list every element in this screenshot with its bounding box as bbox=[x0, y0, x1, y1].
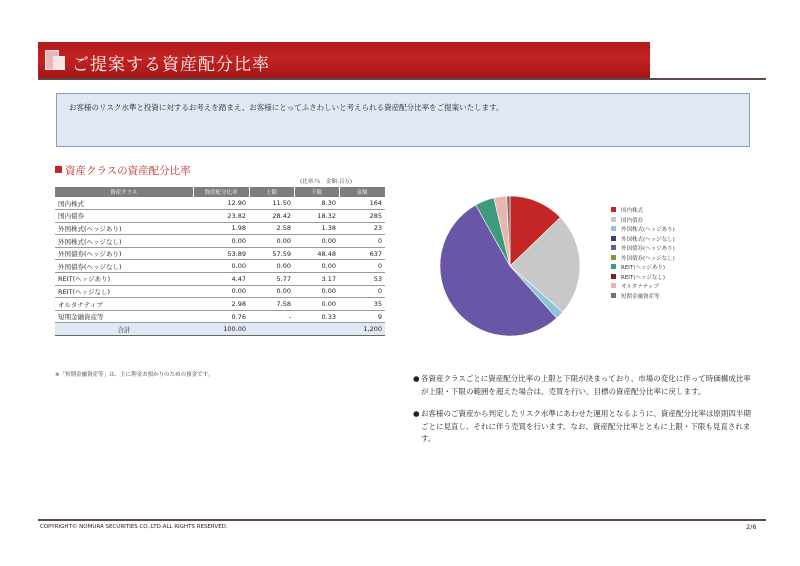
legend-item bbox=[611, 293, 675, 303]
table-row bbox=[55, 235, 385, 248]
table-header-cell: 資産配分比率 bbox=[193, 187, 249, 197]
ratio-cell: 53.89 bbox=[193, 247, 249, 260]
legend-item bbox=[611, 245, 675, 255]
table-row bbox=[55, 247, 385, 260]
lower-limit-cell: 1.38 bbox=[294, 222, 339, 235]
table-header-cell: 上限 bbox=[249, 187, 294, 197]
upper-limit-cell: 0.00 bbox=[249, 260, 294, 273]
ratio-cell: 23.82 bbox=[193, 210, 249, 223]
amount-cell: 35 bbox=[339, 298, 385, 311]
legend-item bbox=[611, 217, 675, 227]
lower-limit-cell: 0.00 bbox=[294, 260, 339, 273]
upper-limit-cell: 0.00 bbox=[249, 235, 294, 248]
amount-cell: 285 bbox=[339, 210, 385, 223]
amount-cell: 53 bbox=[339, 273, 385, 286]
legend-swatch bbox=[611, 236, 616, 241]
table-row bbox=[55, 260, 385, 273]
legend-swatch bbox=[611, 264, 616, 269]
asset-class-cell: 外国株式(ヘッジなし) bbox=[55, 235, 193, 248]
amount-cell: 23 bbox=[339, 222, 385, 235]
legend-item bbox=[611, 274, 675, 284]
upper-limit-cell: 57.59 bbox=[249, 247, 294, 260]
title-divider bbox=[38, 78, 766, 80]
empty-cell bbox=[249, 323, 294, 336]
title-marker-inner-icon bbox=[53, 56, 65, 70]
amount-cell: 9 bbox=[339, 310, 385, 323]
ratio-cell: 0.76 bbox=[193, 310, 249, 323]
total-label-cell: 合計 bbox=[55, 323, 193, 336]
legend-label: 短期金融資産等 bbox=[621, 293, 660, 300]
legend-swatch bbox=[611, 274, 616, 279]
upper-limit-cell: 5.77 bbox=[249, 273, 294, 286]
bullet-dot-icon: ● bbox=[413, 374, 420, 383]
total-ratio-cell: 100.00 bbox=[193, 323, 249, 336]
amount-cell: 164 bbox=[339, 197, 385, 210]
table-header-cell: 下限 bbox=[294, 187, 339, 197]
table-row bbox=[55, 210, 385, 223]
upper-limit-cell: 11.50 bbox=[249, 197, 294, 210]
section-title bbox=[55, 163, 191, 178]
asset-class-cell: REIT(ヘッジあり) bbox=[55, 273, 193, 286]
ratio-cell: 12.90 bbox=[193, 197, 249, 210]
footer-divider bbox=[38, 519, 766, 521]
lower-limit-cell: 0.00 bbox=[294, 235, 339, 248]
legend-label: 外国債券(ヘッジなし) bbox=[621, 255, 675, 262]
asset-class-cell: 短期金融資産等 bbox=[55, 310, 193, 323]
table-row bbox=[55, 197, 385, 210]
asset-class-cell: 国内株式 bbox=[55, 197, 193, 210]
ratio-cell: 1.98 bbox=[193, 222, 249, 235]
asset-class-cell: 外国株式(ヘッジあり) bbox=[55, 222, 193, 235]
legend-item bbox=[611, 283, 675, 293]
bullet-dot-icon: ● bbox=[413, 409, 420, 418]
legend-swatch bbox=[611, 255, 616, 260]
ratio-cell: 0.00 bbox=[193, 260, 249, 273]
note-text: 各資産クラスごとに資産配分比率の上限と下限が決まっており、市場の変化に伴って時価構成比率が上限・下限の範囲を超えた場合は、売買を行い、目標の資産配分比率に戻します。 bbox=[421, 374, 751, 396]
legend-swatch bbox=[611, 226, 616, 231]
legend-label: 外国株式(ヘッジなし) bbox=[621, 236, 675, 243]
legend-swatch bbox=[611, 283, 616, 288]
legend-label: 国内株式 bbox=[621, 208, 644, 214]
table-row bbox=[55, 285, 385, 298]
allocation-pie-chart bbox=[425, 188, 595, 348]
note-item bbox=[413, 373, 758, 398]
ratio-cell: 0.00 bbox=[193, 235, 249, 248]
page-title: ご提案する資産配分比率 bbox=[72, 55, 270, 75]
amount-cell: 0 bbox=[339, 235, 385, 248]
legend-label: REIT(ヘッジなし) bbox=[621, 274, 666, 281]
intro-box bbox=[56, 93, 750, 147]
amount-cell: 637 bbox=[339, 247, 385, 260]
lower-limit-cell: 18.32 bbox=[294, 210, 339, 223]
lower-limit-cell: 48.48 bbox=[294, 247, 339, 260]
legend-swatch bbox=[611, 245, 616, 250]
lower-limit-cell: 8.30 bbox=[294, 197, 339, 210]
table-header-cell: 資産クラス bbox=[55, 187, 193, 197]
lower-limit-cell: 0.33 bbox=[294, 310, 339, 323]
legend-label: 外国株式(ヘッジあり) bbox=[621, 227, 675, 233]
allocation-table bbox=[55, 187, 386, 336]
copyright-text: COPYRIGHT© NOMURA SECURITIES CO.,LTD.ALL RIGHTS RESERVED. bbox=[40, 524, 228, 530]
units-note: (比率:％ 金額:百万) bbox=[300, 179, 352, 185]
notes-list bbox=[413, 373, 758, 456]
table-row bbox=[55, 222, 385, 235]
table-total-row bbox=[55, 323, 385, 336]
legend-label: 国内債券 bbox=[621, 217, 644, 224]
ratio-cell: 4.47 bbox=[193, 273, 249, 286]
amount-cell: 0 bbox=[339, 260, 385, 273]
table-row bbox=[55, 298, 385, 311]
legend-label: 外国債券(ヘッジあり) bbox=[621, 246, 675, 252]
lower-limit-cell: 0.00 bbox=[294, 298, 339, 311]
page-number: 2/6 bbox=[746, 523, 757, 531]
ratio-cell: 2.98 bbox=[193, 298, 249, 311]
legend-item bbox=[611, 236, 675, 246]
legend-item bbox=[611, 255, 675, 265]
note-text: お客様のご資産から判定したリスク水準にあわせた運用となるように、資産配分比率は原則四半期ごとに見直し、それに伴う売買を行います。なお、資産配分比率とともに上限・下限も見直されます。 bbox=[421, 409, 751, 443]
upper-limit-cell: 0.00 bbox=[249, 285, 294, 298]
upper-limit-cell: - bbox=[249, 310, 294, 323]
legend-item bbox=[611, 207, 675, 217]
empty-cell bbox=[294, 323, 339, 336]
chart-legend bbox=[611, 207, 675, 302]
asset-class-cell: REIT(ヘッジなし) bbox=[55, 285, 193, 298]
legend-swatch bbox=[611, 293, 616, 298]
legend-swatch bbox=[611, 207, 616, 212]
asset-class-cell: オルタナティブ bbox=[55, 298, 193, 311]
total-amount-cell: 1,200 bbox=[339, 323, 385, 336]
note-item bbox=[413, 408, 758, 446]
table-footnote: ※「短期金融資産等」は、主に利金お預かりのための預金です。 bbox=[55, 372, 214, 378]
section-title-label: 資産クラスの資産配分比率 bbox=[65, 165, 191, 177]
asset-class-cell: 外国債券(ヘッジあり) bbox=[55, 247, 193, 260]
legend-swatch bbox=[611, 217, 616, 222]
table-header-cell: 金額 bbox=[339, 187, 385, 197]
lower-limit-cell: 0.00 bbox=[294, 285, 339, 298]
intro-text: お客様のリスク水準と投資に対するお考えを踏まえ、お客様にとってふさわしいと考えられる資産配分比率をご提案いたします。 bbox=[69, 103, 504, 112]
legend-label: オルタナティブ bbox=[621, 284, 659, 290]
asset-class-cell: 外国債券(ヘッジなし) bbox=[55, 260, 193, 273]
table-header-row bbox=[55, 187, 385, 197]
legend-label: REIT(ヘッジあり) bbox=[621, 265, 666, 271]
amount-cell: 0 bbox=[339, 285, 385, 298]
square-bullet-icon bbox=[55, 166, 62, 173]
asset-class-cell: 国内債券 bbox=[55, 210, 193, 223]
ratio-cell: 0.00 bbox=[193, 285, 249, 298]
lower-limit-cell: 3.17 bbox=[294, 273, 339, 286]
upper-limit-cell: 28.42 bbox=[249, 210, 294, 223]
upper-limit-cell: 2.58 bbox=[249, 222, 294, 235]
table-row bbox=[55, 310, 385, 323]
legend-item bbox=[611, 226, 675, 236]
upper-limit-cell: 7.58 bbox=[249, 298, 294, 311]
table-row bbox=[55, 273, 385, 286]
legend-item bbox=[611, 264, 675, 274]
